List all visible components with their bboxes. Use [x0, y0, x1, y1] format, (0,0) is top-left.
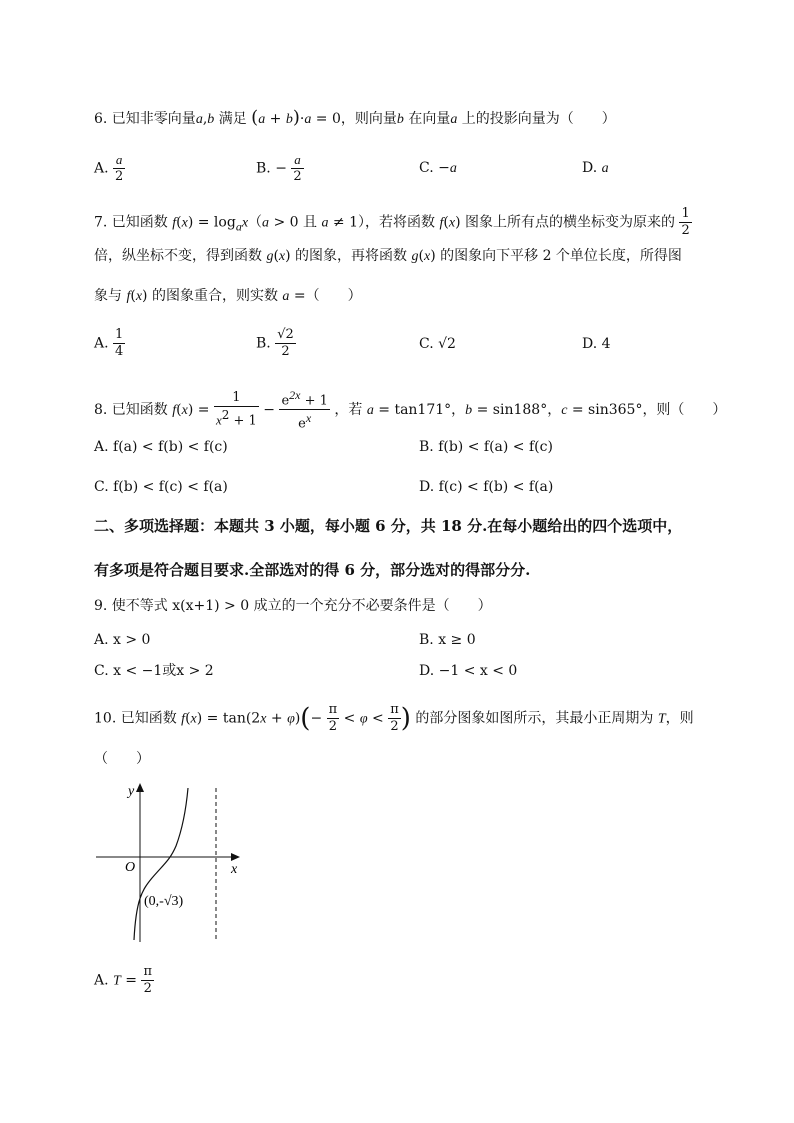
- section2-heading-1: 二、多项选择题：本题共 3 小题，每小题 6 分，共 18 分.在每小题给出的四个选项中，: [94, 517, 683, 535]
- q8-stem: 8. 已知函数 f(x) = $\frac{1}{x^2 + 1}$ − $\frac{e^{2x} + 1}{e^x}$ ，若 a = tan171°，b = sin188°，c = sin365°，则（ ）: [94, 388, 727, 432]
- q7-line-1: 7. 已知函数 $f(x) = \log_ax(a > 0$ 且 a ≠ 1），若将函数 f(x) 图象上所有点的横坐标变为原来的 $\frac{1}{2}$: [94, 206, 690, 238]
- y-axis-label: y: [128, 784, 135, 799]
- point-label: (0,-√3): [144, 894, 184, 909]
- q7-option-d[interactable]: D. 4: [582, 336, 611, 352]
- q7-option-c[interactable]: C. √2: [419, 336, 456, 352]
- q10-option-a[interactable]: A. T = $\frac{\pi}{2}$: [94, 964, 152, 996]
- q10-tangent-graph: [90, 780, 250, 950]
- y-axis-arrow-icon: [136, 783, 144, 792]
- q8-option-a[interactable]: A. f(a) < f(b) < f(c): [94, 439, 228, 455]
- q10-paren: （ ）: [94, 751, 150, 767]
- origin-label: O: [125, 860, 136, 875]
- q6-stem: 6. 已知非零向量a,b 满足 (a + b)·a = 0，则向量b 在向量a 上的投影向量为（ ）: [94, 107, 616, 128]
- q8-option-c[interactable]: C. f(b) < f(c) < f(a): [94, 479, 228, 495]
- q6-option-a[interactable]: A. $\frac{a}{2}$: [94, 152, 124, 184]
- q6-option-b[interactable]: B. − $\frac{a}{2}$: [256, 152, 302, 184]
- q7-line-2: 倍，纵坐标不变，得到函数 g(x) 的图象，再将函数 g(x) 的图象向下平移 2 个单位长度，所得图: [94, 248, 682, 264]
- x-axis-label: x: [231, 862, 238, 877]
- q7-option-a[interactable]: A. $\frac{1}{4}$: [94, 327, 124, 359]
- q7-line-3: 象与 f(x) 的图象重合，则实数 a =（ ）: [94, 288, 362, 304]
- q6-option-c[interactable]: C. −a: [419, 160, 457, 176]
- q9-option-b[interactable]: B. x ≥ 0: [419, 632, 476, 648]
- q8-option-d[interactable]: D. f(c) < f(b) < f(a): [419, 479, 554, 495]
- q9-stem: 9. 使不等式 x(x+1) > 0 成立的一个充分不必要条件是（ ）: [94, 598, 492, 614]
- q8-option-b[interactable]: B. f(b) < f(a) < f(c): [419, 439, 553, 455]
- q9-option-c[interactable]: C. x < −1或x > 2: [94, 663, 214, 679]
- tangent-curve: [134, 788, 188, 940]
- section2-heading-2: 有多项是符合题目要求.全部选对的得 6 分，部分选对的得部分分.: [94, 561, 531, 579]
- q7-frac-half: [679, 206, 691, 239]
- q6-option-d[interactable]: D. a: [582, 160, 609, 176]
- q7-option-b[interactable]: B. $\frac{√2}{2}$: [256, 327, 294, 359]
- q9-option-a[interactable]: A. x > 0: [94, 632, 151, 648]
- q9-option-d[interactable]: D. −1 < x < 0: [419, 663, 518, 679]
- frac-den: 2: [681, 223, 690, 238]
- x-axis-arrow-icon: [231, 853, 240, 861]
- q10-stem: 10. 已知函数 f(x) = tan(2x + φ)(− $\frac{\pi}{2}$ < φ < $\frac{\pi}{2}$ ) 的部分图象如图所示，其最小正周期为 T，则: [94, 702, 694, 734]
- frac-num: 1: [681, 206, 690, 221]
